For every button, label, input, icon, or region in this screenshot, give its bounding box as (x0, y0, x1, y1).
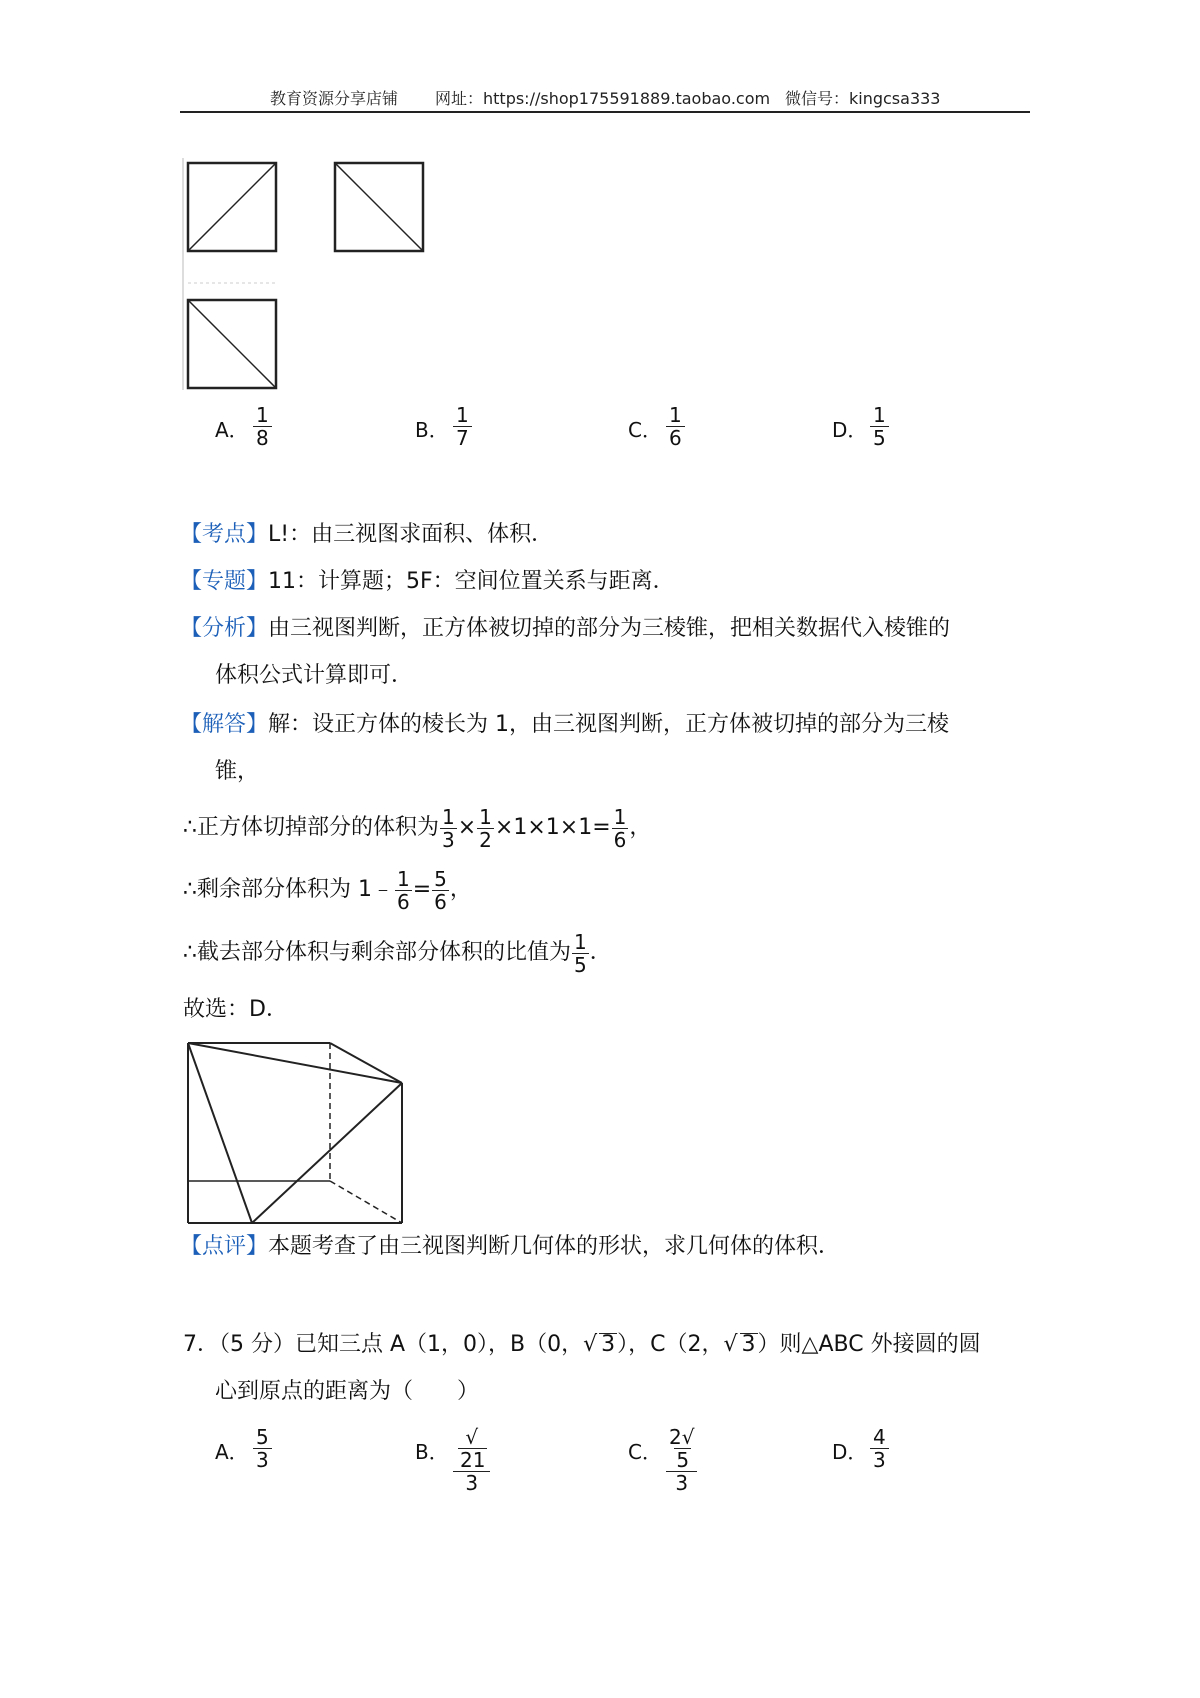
step-1 (183, 800, 651, 856)
fraction: $\frac{5}{6}$ (434, 866, 447, 914)
answer-line: 故选：D． (183, 997, 288, 1022)
dianping-line (180, 1232, 840, 1262)
step-3-end: ． (589, 940, 612, 965)
jieda-text: 解：设正方体的棱长为 1，由三视图判断，正方体被切掉的部分为三棱 (268, 712, 950, 737)
header-wechat: 微信号：kingcsa333 (785, 89, 941, 108)
jieda-line (180, 710, 949, 740)
option-label: B． (415, 418, 449, 442)
q7-text-b: ），C（2， (617, 1332, 724, 1357)
header-shop: 教育资源分享店铺 (270, 89, 399, 108)
fraction: $\frac{1}{3}$ (442, 804, 455, 852)
times-sign: × (457, 815, 477, 840)
option-label: B． (415, 1440, 449, 1464)
q7-line-1: 7．（5 分）已知三点 A（1，0），B（0，√ 3），C（2，√ 3）则△ABC 外接圆的圆 (183, 1332, 981, 1357)
jieda-tag: 【解答】 (180, 712, 269, 737)
zhuanti-line (180, 567, 675, 597)
step-1-prefix: ∴正方体切掉部分的体积为 (183, 815, 439, 840)
fraction: $\frac{1}{2}$ (479, 804, 492, 852)
q7-text-c: ）则△ABC 外接圆的圆 (757, 1332, 981, 1357)
option-b-fraction: $\frac{1}{7}$ (453, 404, 472, 449)
step-3 (183, 925, 612, 981)
q7-option-d-fraction: $\frac{4}{3}$ (870, 1426, 889, 1471)
option-label: C． (628, 418, 662, 442)
q7-option-b-fraction: $\frac{√21}{3}$ (453, 1426, 490, 1494)
jieda-line-2: 锥， (215, 759, 260, 784)
header-rule (180, 111, 1030, 113)
step-3-prefix: ∴截去部分体积与剩余部分体积的比值为 (183, 940, 571, 965)
step-2-end: ， (449, 877, 472, 902)
fenxi-text: 由三视图判断，正方体被切掉的部分为三棱锥，把相关数据代入棱锥的 (268, 616, 951, 641)
dianping-tag: 【点评】 (180, 1234, 269, 1259)
equals-sign: = (412, 877, 432, 902)
kaodian-line (180, 520, 553, 550)
kaodian-text: L!：由三视图求面积、体积． (268, 522, 554, 547)
q7-text-a: 7．（5 分）已知三点 A（1，0），B（0， (183, 1332, 584, 1357)
option-c-fraction: $\frac{1}{6}$ (666, 404, 685, 449)
cube-figure (180, 1035, 410, 1230)
q7-option-c-fraction: $\frac{2√5}{3}$ (666, 1426, 697, 1494)
option-label: A． (215, 418, 249, 442)
fenxi-tag: 【分析】 (180, 616, 269, 641)
option-a-fraction: $\frac{1}{8}$ (253, 404, 272, 449)
q7-line-2: 心到原点的距离为（ ） (215, 1379, 480, 1404)
option-d-fraction: $\frac{1}{5}$ (870, 404, 889, 449)
kaodian-tag: 【考点】 (180, 522, 269, 547)
fraction: $\frac{1}{5}$ (574, 929, 587, 977)
option-label: C． (628, 1440, 662, 1464)
fraction: $\frac{1}{6}$ (397, 866, 410, 914)
header-url: 网址：https://shop175591889.taobao.com (435, 89, 771, 108)
three-view-figure (180, 155, 430, 395)
fenxi-line-2: 体积公式计算即可． (215, 663, 414, 688)
page-header (180, 84, 1030, 114)
fraction: $\frac{1}{6}$ (613, 804, 627, 852)
step-2-prefix: ∴剩余部分体积为 1﹣ (183, 877, 394, 902)
dianping-text: 本题考查了由三视图判断几何体的形状，求几何体的体积． (268, 1234, 841, 1259)
option-label: D． (832, 1440, 868, 1464)
zhuanti-tag: 【专题】 (180, 569, 269, 594)
step-1-middle: ×1×1×1= (494, 815, 611, 840)
step-2 (183, 862, 472, 918)
option-label: D． (832, 418, 868, 442)
zhuanti-text: 11：计算题；5F：空间位置关系与距离． (268, 569, 675, 594)
step-1-end: ， (629, 815, 652, 840)
fenxi-line (180, 614, 950, 644)
q7-option-a-fraction: $\frac{5}{3}$ (253, 1426, 272, 1471)
sqrt-3: 3 (741, 1332, 756, 1357)
sqrt-3: 3 (601, 1332, 616, 1357)
option-label: A． (215, 1440, 249, 1464)
